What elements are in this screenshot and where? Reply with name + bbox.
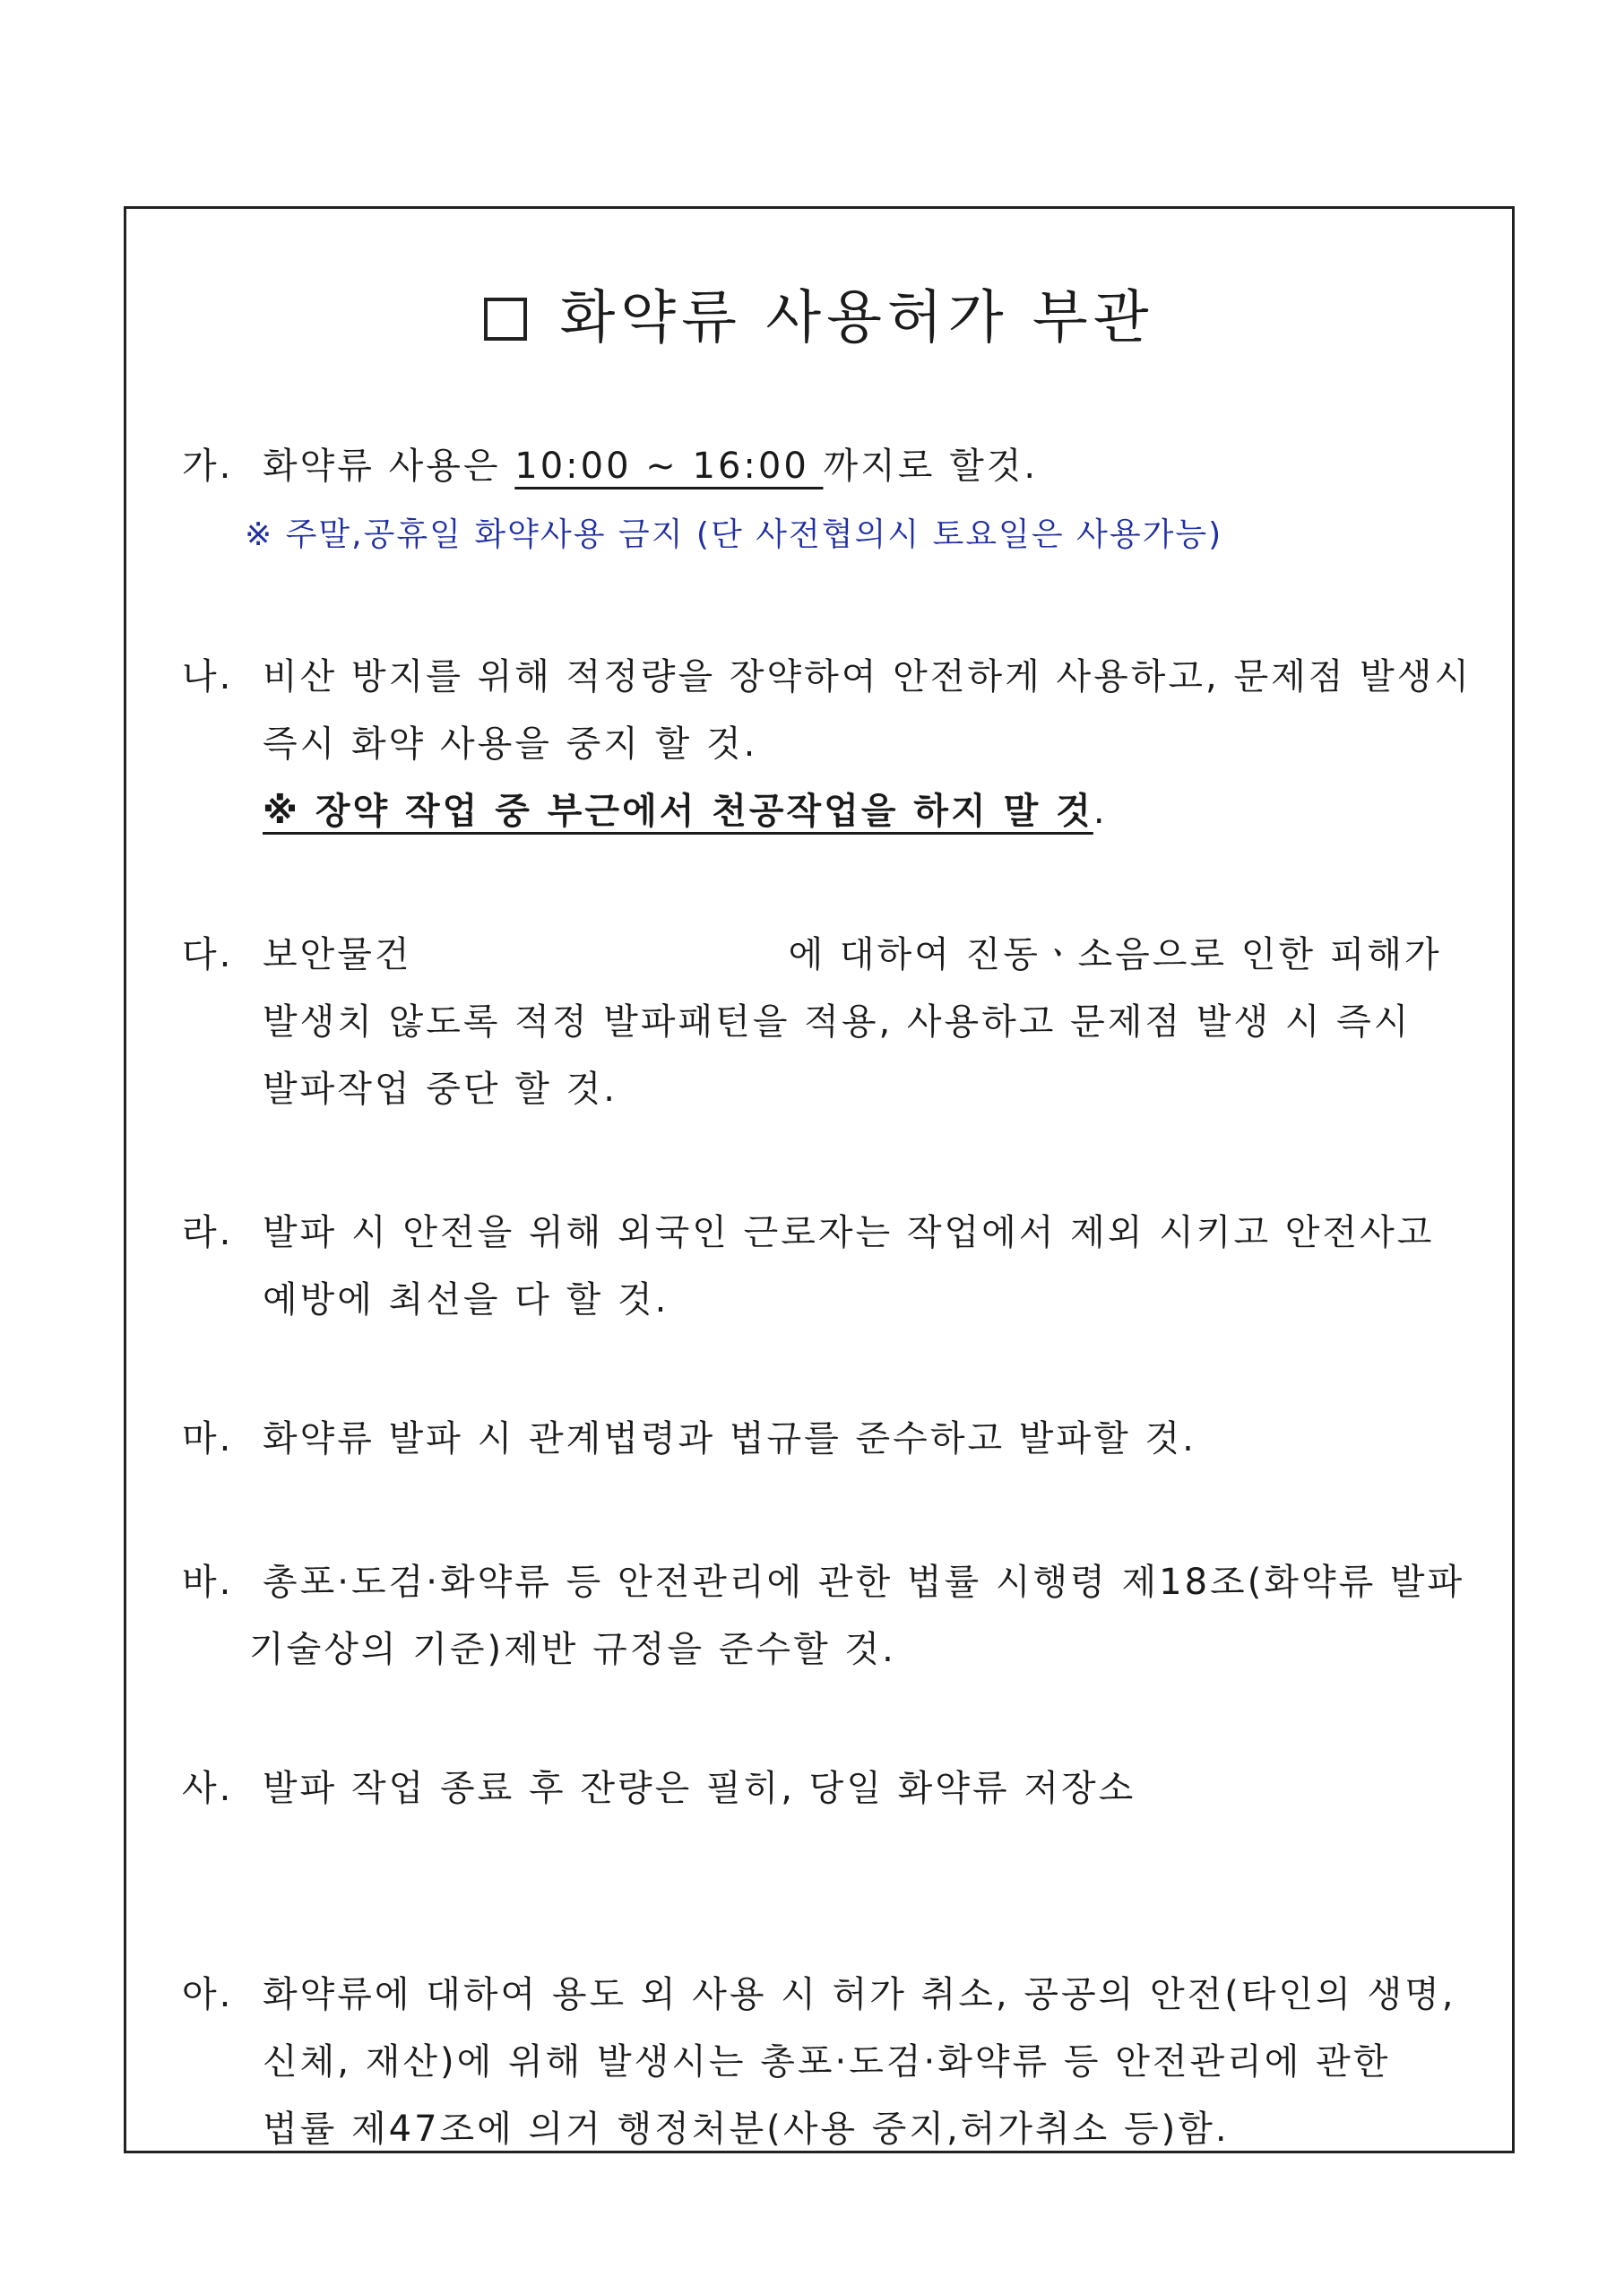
drilling-note: [263, 783, 1108, 834]
item-text-line2: 신체, 재산)에 위해 발생시는 총포·도검·화약류 등 안전관리에 관한: [263, 2041, 1391, 2083]
item-label: 아.: [182, 1974, 234, 2015]
weekend-note: ※ 주말,공휴일 화약사용 금지 (단 사전협의시 토요일은 사용가능): [245, 516, 1223, 553]
item-text-line2: 발생치 않도록 적정 발파패턴을 적용, 사용하고 문제점 발생 시 즉시: [263, 1001, 1412, 1043]
item-text: 화약류 사용은: [263, 446, 515, 487]
item-text-line2: 즉시 화약 사용을 중지 할 것.: [263, 723, 758, 765]
item-text-line3: 발파작업 중단 할 것.: [263, 1069, 618, 1110]
item-label: 나.: [182, 656, 234, 697]
item-text-end: 까지로 할것.: [823, 446, 1039, 487]
drilling-note-text: ※ 장약 작업 중 부근에서 천공작업을 하지 말 것: [263, 791, 1093, 832]
time-range: 10:00 ~ 16:00: [514, 446, 824, 487]
document-title: [126, 272, 1512, 354]
item-text-line2: 기술상의 기준)제반 규정을 준수할 것.: [249, 1629, 896, 1670]
title-text: 화약류 사용허가 부관: [559, 285, 1154, 351]
item-label: 마.: [182, 1418, 234, 1459]
item-label: 가.: [182, 446, 234, 487]
item-text-line3: 법률 제47조에 의거 행정처분(사용 중지,허가취소 등)함.: [263, 2109, 1230, 2150]
item-label: 사.: [182, 1768, 234, 1809]
item-text: 발파 시 안전을 위해 외국인 근로자는 작업에서 제외 시키고 안전사고: [263, 1212, 1435, 1253]
item-text: 화약류에 대하여 용도 외 사용 시 허가 취소, 공공의 안전(타인의 생명,: [263, 1974, 1456, 2015]
document-frame: [124, 206, 1515, 2153]
drilling-note-end: .: [1093, 791, 1108, 832]
item-text: 화약류 발파 시 관계법령과 법규를 준수하고 발파할 것.: [263, 1418, 1196, 1459]
item-text: 총포·도검·화약류 등 안전관리에 관한 법률 시행령 제18조(화약류 발파: [263, 1562, 1465, 1603]
item-text: 비산 방지를 위해 적정량을 장약하여 안전하게 사용하고, 문제점 발생시: [263, 656, 1472, 697]
item-label: 다.: [182, 934, 234, 975]
item-label: 바.: [182, 1562, 234, 1603]
item-text: 보안물건: [263, 934, 412, 975]
checkbox-square-icon: [484, 298, 527, 341]
item-text-line2: 예방에 최선을 다 할 것.: [263, 1279, 669, 1321]
item-text: 발파 작업 종료 후 잔량은 필히, 당일 화약류 저장소: [263, 1768, 1136, 1809]
item-label: 라.: [182, 1212, 234, 1253]
item-text-cont: 에 대하여 진동ㆍ소음으로 인한 피해가: [788, 934, 1442, 975]
